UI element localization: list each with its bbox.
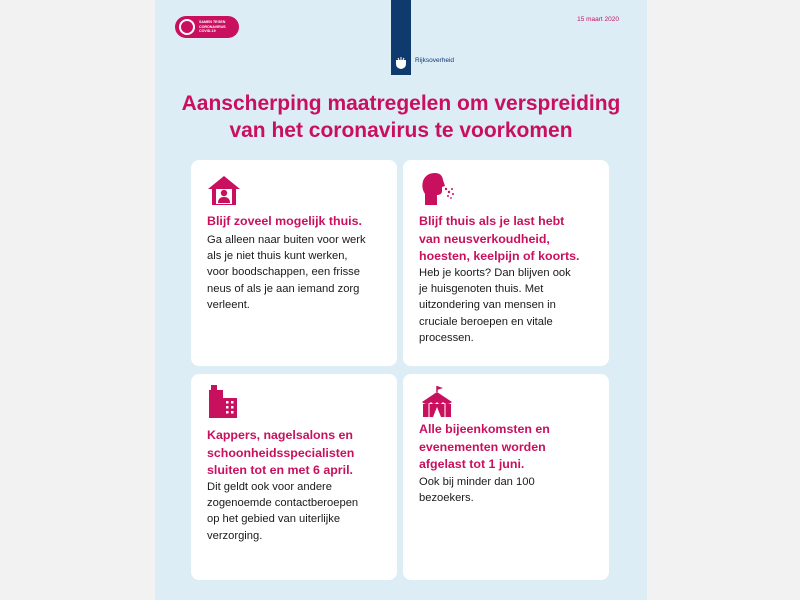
title-line-2: van het coronavirus te voorkomen bbox=[229, 119, 573, 142]
circus-tent-icon bbox=[419, 384, 455, 418]
card-title bbox=[419, 421, 597, 474]
card-body-line: als je niet thuis kunt werken, bbox=[207, 250, 348, 263]
coat-of-arms-icon bbox=[394, 56, 408, 70]
card-title-line: evenementen worden bbox=[419, 439, 546, 454]
card-title-line: van neusverkoudheid, bbox=[419, 231, 550, 246]
card-title-line: Alle bijeenkomsten en bbox=[419, 422, 550, 436]
card-body-line: cruciale beroepen en vitale bbox=[419, 315, 553, 328]
government-logo-ribbon bbox=[391, 0, 411, 75]
card-body bbox=[207, 479, 387, 544]
card-body-line: processen. bbox=[419, 331, 474, 344]
card-body-line: Ga alleen naar buiten voor werk bbox=[207, 234, 366, 246]
card-events-cancelled bbox=[403, 374, 609, 580]
card-body-line: uitzondering van mensen in bbox=[419, 299, 556, 312]
card-title-line: hoesten, keelpijn of koorts. bbox=[419, 249, 580, 263]
card-body-line: bezoekers. bbox=[419, 492, 474, 505]
card-body-line: op het gebied van uiterlijke bbox=[207, 513, 341, 526]
card-title-line: Kappers, nagelsalons en bbox=[207, 428, 353, 442]
card-title-line: sluiten tot en met 6 april. bbox=[207, 463, 353, 477]
sneezing-head-icon bbox=[419, 172, 457, 206]
page-title bbox=[155, 90, 647, 144]
badge-text bbox=[199, 20, 226, 33]
card-stay-home bbox=[191, 160, 397, 366]
card-title bbox=[207, 213, 385, 231]
card-body bbox=[419, 265, 599, 346]
card-body bbox=[207, 232, 387, 313]
government-name: Rijksoverheid bbox=[415, 57, 455, 64]
card-body-line: zogenoemde contactberoepen bbox=[207, 497, 359, 510]
card-body-line: neus of als je aan iemand zorg bbox=[207, 282, 360, 295]
card-body-line: Dit geldt ook voor andere bbox=[207, 481, 333, 493]
badge-line-1: SAMEN TEGEN bbox=[199, 20, 226, 25]
badge-line-2: CORONAVIRUS bbox=[199, 24, 226, 29]
card-body-line: Heb je koorts? Dan blijven ook bbox=[419, 267, 571, 279]
badge-line-3: COVID-19 bbox=[199, 29, 216, 34]
card-symptoms bbox=[403, 160, 609, 366]
card-title-line: afgelast tot 1 juni. bbox=[419, 457, 525, 471]
card-body bbox=[419, 474, 599, 506]
card-body-line: je huisgenoten thuis. Met bbox=[419, 283, 544, 296]
buildings-icon bbox=[207, 384, 239, 418]
card-title bbox=[207, 427, 385, 480]
card-contact-professions bbox=[191, 374, 397, 580]
card-title bbox=[419, 213, 597, 266]
campaign-badge bbox=[175, 16, 239, 38]
card-title-line: Blijf zoveel mogelijk thuis. bbox=[207, 214, 362, 228]
card-title-line: Blijf thuis als je last hebt bbox=[419, 214, 565, 228]
card-body-line: voor boodschappen, een frisse bbox=[207, 266, 360, 279]
publication-date: 15 maart 2020 bbox=[577, 16, 619, 23]
title-line-1: Aanscherping maatregelen om verspreiding bbox=[181, 92, 621, 115]
card-body-line: Ook bij minder dan 100 bbox=[419, 476, 535, 488]
card-title-line: schoonheidsspecialisten bbox=[207, 445, 355, 460]
house-person-icon bbox=[207, 174, 241, 206]
card-body-line: verleent. bbox=[207, 298, 250, 311]
virus-ring-icon bbox=[179, 19, 195, 35]
poster bbox=[155, 0, 647, 600]
card-body-line: verzorging. bbox=[207, 529, 263, 542]
